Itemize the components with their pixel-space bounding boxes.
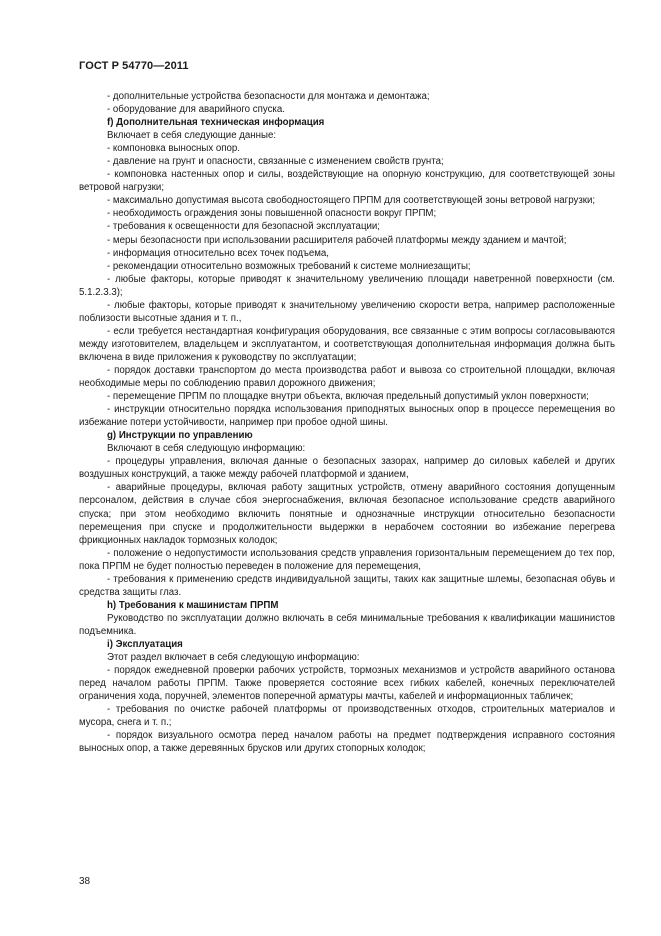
paragraph: - дополнительные устройства безопасности для монтажа и демонтажа; [107, 91, 430, 102]
paragraph: - процедуры управления, включая данные о безопасных зазорах, например до силовых кабелей и других воздушных конструкций, а также между рабочей платформой и зданием, [79, 456, 615, 481]
paragraph: - любые факторы, которые приводят к значительному увеличению площади наветренной поверхности (см. 5.1.2.3.3); [79, 273, 615, 298]
paragraph: - необходимость ограждения зоны повышенной опасности вокруг ПРПМ; [107, 208, 437, 220]
paragraph: - давление на грунт и опасности, связанные с изменением свойств грунта; [107, 156, 444, 168]
paragraph: Включает в себя следующие данные: [107, 130, 277, 142]
body-text [79, 90, 615, 755]
section-heading: i) Эксплуатация [107, 638, 183, 650]
paragraph: - порядок визуального осмотра перед началом работы на предмет подтверждения исправного состояния выносных опор, а также деревянных брусков или других стопорных колодок; [79, 730, 615, 755]
page-number: 38 [79, 876, 91, 887]
paragraph: - компоновка выносных опор. [107, 143, 241, 155]
paragraph: Руководство по эксплуатации должно включать в себя минимальные требования к квалификации машинистов подъемника. [79, 612, 615, 637]
paragraph: - положение о недопустимости использования средств управления горизонтальным перемещением до тех пор, пока ПРПМ не будет полностью переведен в положение для перемещения, [79, 547, 615, 572]
paragraph: - порядок доставки транспортом до места производства работ и вывоза со строительной площадки, включая необходимые меры по соблюдению правил дорожного движения; [79, 364, 615, 390]
paragraph: - меры безопасности при использовании расширителя рабочей платформы между зданием и мачтой; [107, 234, 567, 246]
paragraph: Этот раздел включает в себя следующую информацию: [107, 652, 360, 664]
paragraph: - любые факторы, которые приводят к значительному увеличению скорости ветра, например расположенные поблизости высотные здания и т. п., [79, 299, 615, 324]
paragraph: - рекомендации относительно возможных требований к системе молниезащиты; [107, 260, 471, 272]
paragraph: - аварийные процедуры, включая работу защитных устройств, отмену аварийного состояния допущенным персоналом, действия в случае сбоя энергоснабжения, включая безопасное использование средств аварийного спуска; при этом необходимо включить понятные и однозначные инструкции относительно безопасности перемещения при спуске и продолжительности выдержки в нерабочем состоянии во избежание перегрева фрикционных накладок тормозных колодок; [79, 482, 615, 546]
section-heading: h) Требования к машинистам ПРПМ [107, 599, 279, 611]
paragraph: - если требуется нестандартная конфигурация оборудования, все связанные с этим вопросы согласовываются между изготовителем, владельцем и эксплуатантом, и соответствующая дополнительная информация должна быть включена в виде приложения к руководству по эксплуатации; [79, 325, 615, 363]
paragraph: - требования по очистке рабочей платформы от производственных отходов, строительных материалов и мусора, снега и т. п.; [79, 704, 615, 729]
paragraph: - компоновка настенных опор и силы, воздействующие на опорную конструкцию, для соответствующей зоны ветровой нагрузки; [79, 169, 615, 194]
paragraph: - инструкции относительно порядка использования приподнятых выносных опор в процессе перемещения во избежание потери устойчивости, например при пробое одной шины. [79, 404, 615, 429]
standard-header: ГОСТ Р 54770—2011 [79, 60, 189, 72]
paragraph: Включают в себя следующую информацию: [107, 443, 306, 455]
paragraph: - порядок ежедневной проверки рабочих устройств, тормозных механизмов и устройств аварийного останова перед началом работы ПРПМ. Также проверяется состояние всех гибких кабелей, конечных переключателей ограничения хода, поручней, элементов поперечной арматуры мачты, кабелей и информационных табличек; [79, 665, 615, 703]
paragraph: - оборудование для аварийного спуска. [107, 104, 285, 116]
paragraph: - требования к применению средств индивидуальной защиты, таких как защитные шлемы, безопасная обувь и средства защиты глаз. [79, 573, 615, 598]
paragraph: - информация относительно всех точек подъема, [107, 247, 329, 259]
paragraph: - максимально допустимая высота свободностоящего ПРПМ для соответствующей зоны ветровой нагрузки; [107, 195, 596, 207]
section-heading: g) Инструкции по управлению [107, 430, 253, 442]
paragraph: - перемещение ПРПМ по площадке внутри объекта, включая предельный допустимый уклон поверхности; [107, 391, 589, 403]
paragraph: - требования к освещенности для безопасной эксплуатации; [107, 221, 381, 233]
section-heading: f) Дополнительная техническая информация [107, 117, 325, 129]
